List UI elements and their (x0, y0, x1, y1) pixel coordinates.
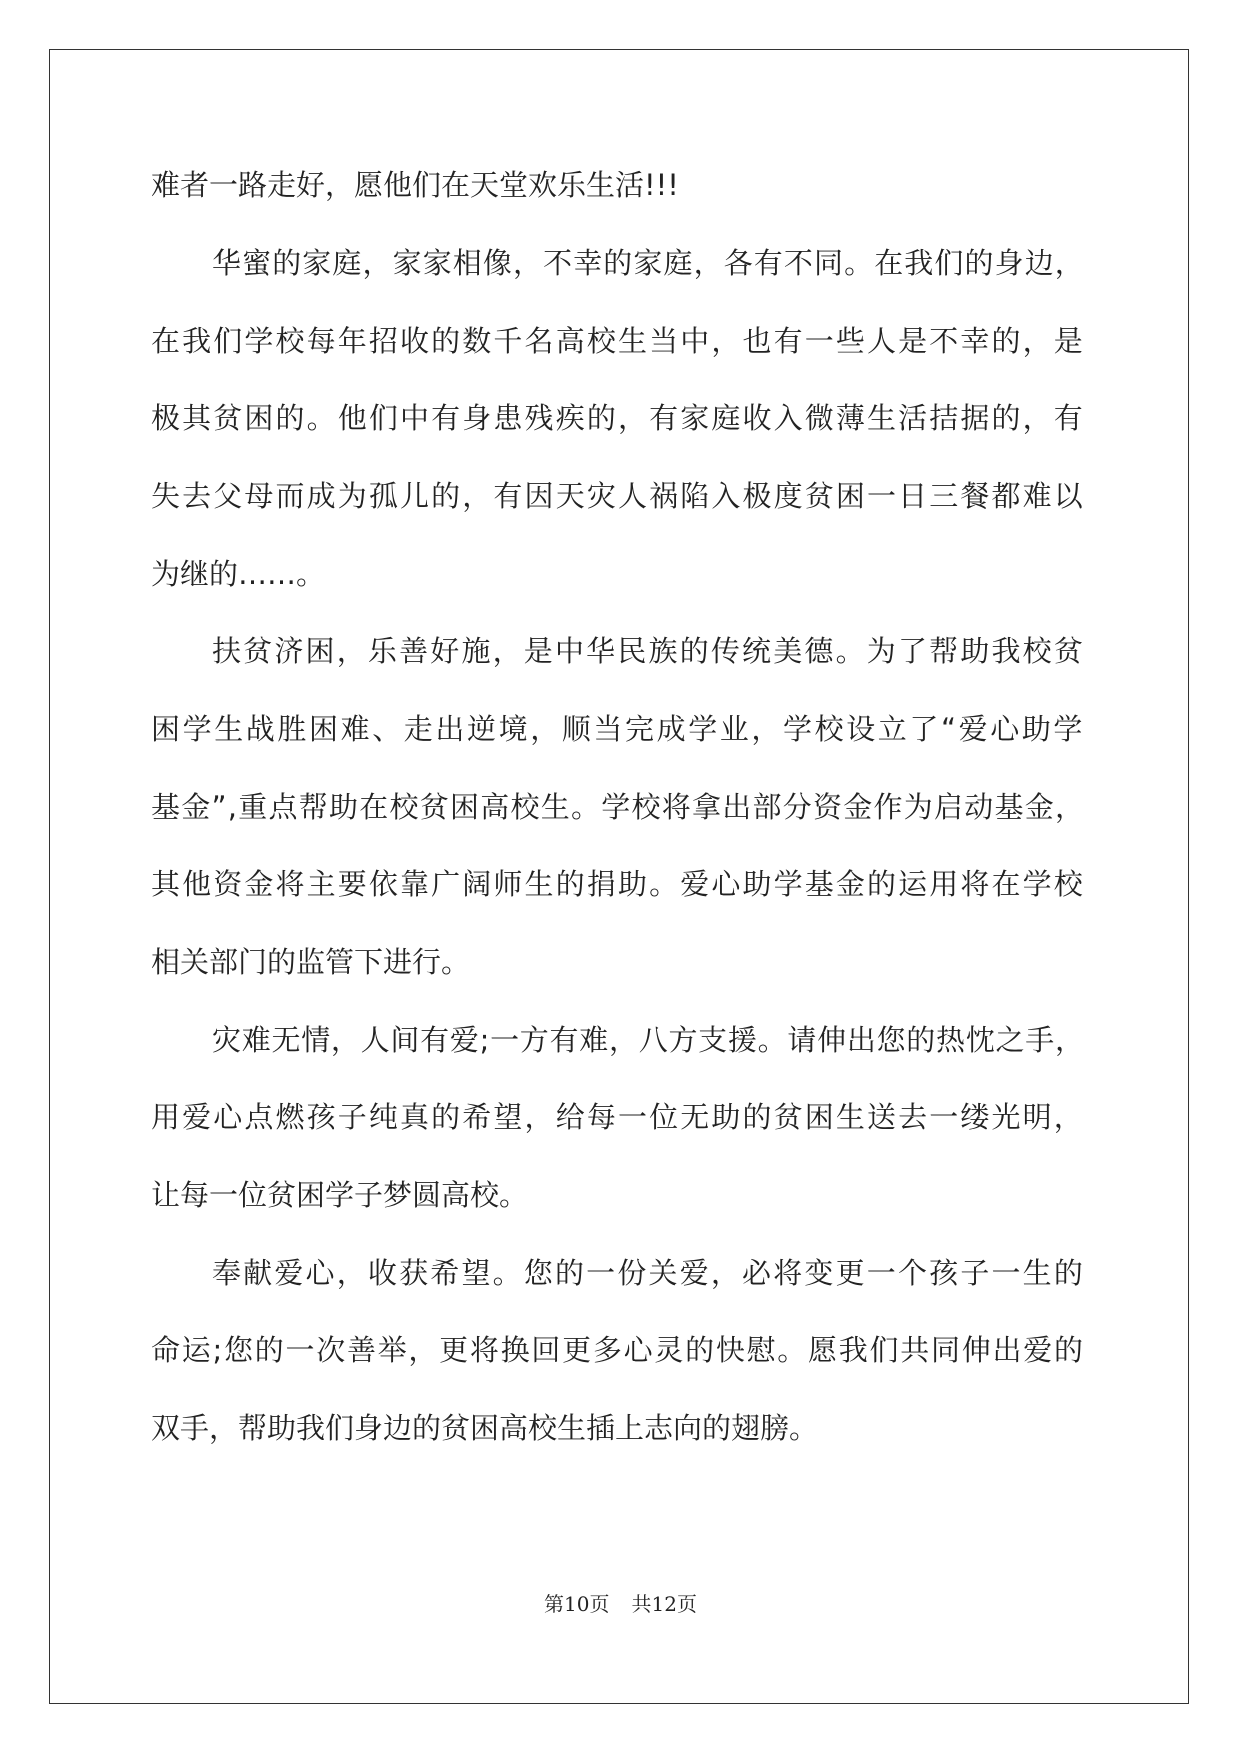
text-line: 失去父母而成为孤儿的，有因天灾人祸陷入极度贫困一日三餐都难以 (151, 479, 1085, 513)
text-line: 华蜜的家庭，家家相像，不幸的家庭，各有不同。在我们的身边， (212, 246, 1085, 280)
text-line: 基金”,重点帮助在校贫困高校生。学校将拿出部分资金作为启动基金， (151, 790, 1086, 824)
text-line: 扶贫济困，乐善好施，是中华民族的传统美德。为了帮助我校贫 (212, 634, 1086, 668)
page-footer (0, 1591, 1241, 1617)
text-line: 用爱心点燃孩子纯真的希望，给每一位无助的贫困生送去一缕光明， (151, 1100, 1085, 1134)
total-pages: 共12页 (631, 1592, 697, 1616)
text-line: 其他资金将主要依靠广阔师生的捐助。爱心助学基金的运用将在学校 (151, 867, 1085, 901)
text-line: 难者一路走好，愿他们在天堂欢乐生活!!! (151, 168, 679, 202)
text-line: 困学生战胜困难、走出逆境，顺当完成学业，学校设立了“爱心助学 (151, 712, 1086, 746)
text-line: 灾难无情，人间有爱;一方有难，八方支援。请伸出您的热忱之手， (212, 1023, 1085, 1057)
text-line: 为继的……。 (151, 557, 326, 591)
page-number: 第10页 (544, 1592, 610, 1616)
text-line: 奉献爱心，收获希望。您的一份关爱，必将变更一个孩子一生的 (212, 1256, 1086, 1290)
text-line: 双手，帮助我们身边的贫困高校生插上志向的翅膀。 (151, 1411, 819, 1445)
text-line: 让每一位贫困学子梦圆高校。 (151, 1178, 529, 1212)
text-line: 命运;您的一次善举，更将换回更多心灵的快慰。愿我们共同伸出爱的 (151, 1333, 1085, 1367)
text-line: 相关部门的监管下进行。 (151, 945, 471, 979)
text-line: 在我们学校每年招收的数千名高校生当中，也有一些人是不幸的，是 (151, 324, 1085, 358)
text-line: 极其贫困的。他们中有身患残疾的，有家庭收入微薄生活拮据的，有 (151, 401, 1085, 435)
